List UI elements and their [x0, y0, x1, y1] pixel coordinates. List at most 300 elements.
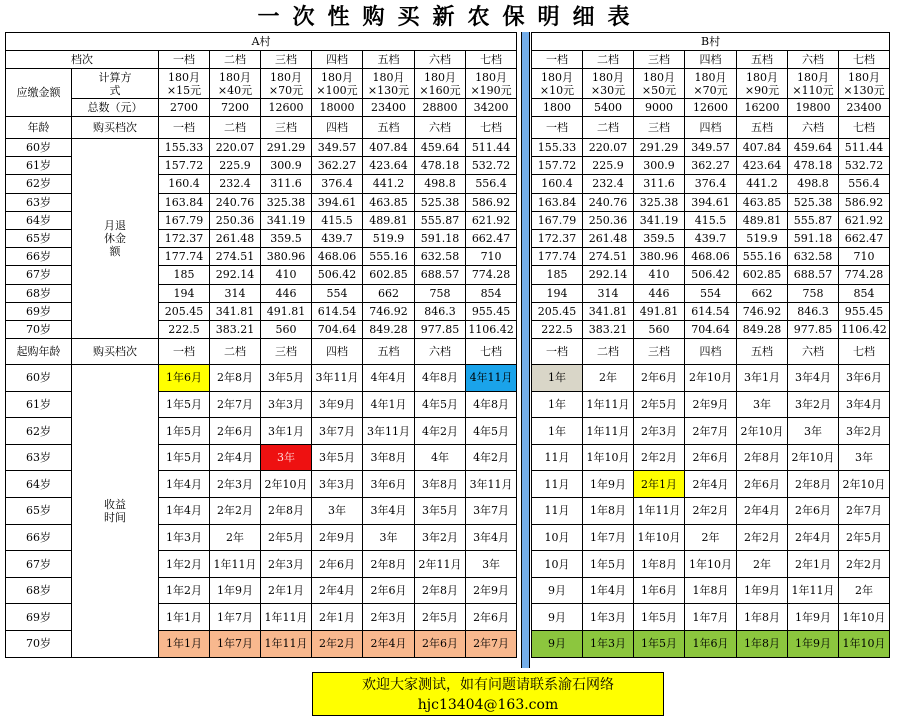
pension-cell: 359.5: [261, 229, 312, 247]
payback-cell: 2年6月: [788, 498, 839, 525]
payback-cell: 3年5月: [261, 365, 312, 392]
payback-cell: 1年10月: [839, 604, 890, 631]
payback-cell: 2年10月: [839, 471, 890, 498]
tier-header: 五档: [737, 51, 788, 69]
payback-cell: 1年7月: [583, 524, 634, 551]
payback-cell: 3年: [466, 551, 517, 578]
pension-cell: 441.2: [363, 175, 415, 193]
pension-cell: 155.33: [532, 139, 583, 157]
tier-header: 一档: [159, 117, 210, 139]
calc-cell: 180月 ×70元: [261, 69, 312, 99]
payback-cell: 1年8月: [583, 498, 634, 525]
pension-cell: 854: [839, 284, 890, 302]
total-cell: 9000: [634, 99, 685, 117]
pension-cell: 662: [363, 284, 415, 302]
age-cell: 68岁: [6, 284, 72, 302]
tier-header: 七档: [466, 117, 517, 139]
pension-cell: 710: [839, 248, 890, 266]
age-cell: 64岁: [6, 471, 72, 498]
age-cell: 67岁: [6, 551, 72, 578]
payback-cell: 3年6月: [839, 365, 890, 392]
payback-cell: 4年: [415, 444, 466, 471]
pension-cell: 1106.42: [839, 320, 890, 338]
age-cell: 69岁: [6, 604, 72, 631]
pension-cell: 232.4: [210, 175, 261, 193]
pension-cell: 441.2: [737, 175, 788, 193]
pension-cell: 172.37: [159, 229, 210, 247]
payback-cell-highlighted: 2年1月: [634, 471, 685, 498]
pension-cell: 349.57: [312, 139, 363, 157]
pension-cell: 300.9: [261, 157, 312, 175]
pension-cell: 511.44: [839, 139, 890, 157]
payback-cell: 2年6月: [685, 444, 737, 471]
payback-cell-highlighted: 4年11月: [466, 365, 517, 392]
tier-header: 五档: [363, 51, 415, 69]
village-name: A村: [6, 33, 517, 51]
pension-cell: 423.64: [737, 157, 788, 175]
payback-cell: 1年3月: [159, 524, 210, 551]
tier-header: 二档: [583, 51, 634, 69]
calc-cell: 180月 ×190元: [466, 69, 517, 99]
pension-cell: 977.85: [788, 320, 839, 338]
pension-cell: 225.9: [210, 157, 261, 175]
total-cell: 1800: [532, 99, 583, 117]
pension-cell: 167.79: [159, 211, 210, 229]
payback-cell: 4年8月: [466, 391, 517, 418]
payback-cell: 1年8月: [685, 577, 737, 604]
pension-cell: 710: [466, 248, 517, 266]
payback-cell: 3年5月: [312, 444, 363, 471]
payback-cell: 1年7月: [210, 604, 261, 631]
payback-cell: 2年6月: [466, 604, 517, 631]
pension-cell: 380.96: [261, 248, 312, 266]
payback-cell: 1年10月: [634, 524, 685, 551]
payback-cell: 4年5月: [415, 391, 466, 418]
tier-header: 二档: [210, 339, 261, 365]
pension-cell: 383.21: [583, 320, 634, 338]
age-cell: 61岁: [6, 391, 72, 418]
payback-cell: 1年5月: [634, 604, 685, 631]
pension-cell: 688.57: [788, 266, 839, 284]
pension-cell: 341.81: [583, 302, 634, 320]
pension-cell: 688.57: [415, 266, 466, 284]
payback-cell: 1年8月: [634, 551, 685, 578]
payback-cell: 2年8月: [210, 365, 261, 392]
age-cell: 70岁: [6, 320, 72, 338]
payback-cell: 1年4月: [159, 498, 210, 525]
payback-cell: 9月: [532, 604, 583, 631]
payback-cell: 9月: [532, 631, 583, 658]
payback-cell: 1年4月: [159, 471, 210, 498]
pension-cell: 225.9: [583, 157, 634, 175]
pension-cell: 394.61: [312, 193, 363, 211]
pension-cell: 157.72: [159, 157, 210, 175]
payback-cell: 2年2月: [737, 524, 788, 551]
payback-cell: 3年2月: [415, 524, 466, 551]
tier-header: 三档: [261, 51, 312, 69]
tier-header: 三档: [634, 339, 685, 365]
tier-header: 六档: [415, 51, 466, 69]
tier-header: 七档: [466, 339, 517, 365]
pension-cell: 167.79: [532, 211, 583, 229]
tier-header: 四档: [312, 51, 363, 69]
payback-cell: 1年5月: [159, 391, 210, 418]
pension-cell: 955.45: [839, 302, 890, 320]
total-cell: 16200: [737, 99, 788, 117]
payback-cell: 2年8月: [261, 498, 312, 525]
payback-cell: 3年: [363, 524, 415, 551]
pension-cell: 746.92: [363, 302, 415, 320]
pension-cell: 157.72: [532, 157, 583, 175]
payback-cell: 3年8月: [363, 444, 415, 471]
pension-cell: 362.27: [685, 157, 737, 175]
payback-cell: 3年11月: [466, 471, 517, 498]
payback-cell: 2年6月: [737, 471, 788, 498]
pension-cell: 491.81: [634, 302, 685, 320]
pension-cell: 407.84: [363, 139, 415, 157]
payback-cell-highlighted: 3年: [261, 444, 312, 471]
payable-amount-label: 应缴金额: [6, 69, 72, 117]
payback-cell: 2年: [685, 524, 737, 551]
pension-cell: 525.38: [415, 193, 466, 211]
pension-cell: 292.14: [210, 266, 261, 284]
payback-cell: 1年5月: [159, 444, 210, 471]
pension-cell: 172.37: [532, 229, 583, 247]
payback-cell: 2年5月: [415, 604, 466, 631]
payback-cell: 4年4月: [363, 365, 415, 392]
pension-cell: 955.45: [466, 302, 517, 320]
tier-header: 四档: [685, 339, 737, 365]
payback-time-label: 收益时间: [72, 365, 159, 658]
payback-cell: 2年9月: [466, 577, 517, 604]
pension-cell: 314: [210, 284, 261, 302]
payback-cell: 2年: [737, 551, 788, 578]
payback-cell: 1年9月: [788, 604, 839, 631]
payback-cell: 2年7月: [685, 418, 737, 445]
pension-cell: 261.48: [583, 229, 634, 247]
payback-cell: 2年2月: [312, 631, 363, 658]
pension-cell: 498.8: [415, 175, 466, 193]
pension-cell: 532.72: [466, 157, 517, 175]
pension-cell: 311.6: [261, 175, 312, 193]
pension-cell: 849.28: [737, 320, 788, 338]
pension-cell: 177.74: [159, 248, 210, 266]
payback-cell: 2年: [583, 365, 634, 392]
pension-cell: 846.3: [788, 302, 839, 320]
payback-cell: 2年6月: [634, 365, 685, 392]
pension-cell: 423.64: [363, 157, 415, 175]
pension-cell: 250.36: [210, 211, 261, 229]
pension-cell: 446: [261, 284, 312, 302]
payback-cell: 3年2月: [788, 391, 839, 418]
age-cell: 70岁: [6, 631, 72, 658]
payback-cell: 2年1月: [261, 577, 312, 604]
pension-cell: 621.92: [839, 211, 890, 229]
payback-cell: 11月: [532, 444, 583, 471]
payback-cell: 2年1月: [788, 551, 839, 578]
age-cell: 69岁: [6, 302, 72, 320]
footer-line-1: 欢迎大家测试，如有问题请联系渝石网络: [362, 677, 614, 693]
tier-header: 一档: [532, 339, 583, 365]
payback-cell: 2年6月: [210, 418, 261, 445]
purchase-tier-label: 购买档次: [72, 339, 159, 365]
tier-header: 一档: [159, 51, 210, 69]
payback-cell: 2年8月: [737, 444, 788, 471]
age-cell: 60岁: [6, 365, 72, 392]
payback-cell: 2年5月: [839, 524, 890, 551]
pension-cell: 459.64: [415, 139, 466, 157]
payback-cell: 2年4月: [788, 524, 839, 551]
pension-cell: 311.6: [634, 175, 685, 193]
payback-cell: 4年2月: [466, 444, 517, 471]
payback-cell: 4年8月: [415, 365, 466, 392]
pension-cell: 632.58: [415, 248, 466, 266]
tier-header: 四档: [312, 117, 363, 139]
payback-cell: 1年5月: [159, 418, 210, 445]
pension-cell: 194: [532, 284, 583, 302]
pension-cell: 362.27: [312, 157, 363, 175]
payback-cell: 2年5月: [261, 524, 312, 551]
tier-header: 七档: [466, 51, 517, 69]
pension-cell: 205.45: [159, 302, 210, 320]
payback-cell: 2年9月: [685, 391, 737, 418]
payback-cell: 2年4月: [210, 444, 261, 471]
calc-method-label: 计算方式: [72, 69, 159, 99]
pension-cell: 662.47: [839, 229, 890, 247]
payback-cell: 3年4月: [839, 391, 890, 418]
pension-cell: 602.85: [737, 266, 788, 284]
pension-cell: 349.57: [685, 139, 737, 157]
payback-cell: 1年10月: [685, 551, 737, 578]
tier-header: 三档: [261, 339, 312, 365]
pension-cell: 314: [583, 284, 634, 302]
pension-cell: 291.29: [634, 139, 685, 157]
pension-cell: 555.16: [363, 248, 415, 266]
pension-cell: 491.81: [261, 302, 312, 320]
payback-cell: 1年7月: [210, 631, 261, 658]
pension-cell: 359.5: [634, 229, 685, 247]
payback-cell: 1年11月: [261, 631, 312, 658]
pension-cell: 489.81: [363, 211, 415, 229]
pension-cell: 468.06: [312, 248, 363, 266]
tier-header: 一档: [532, 117, 583, 139]
payback-cell: 2年10月: [261, 471, 312, 498]
payback-cell: 3年: [788, 418, 839, 445]
age-cell: 60岁: [6, 139, 72, 157]
tier-header: 七档: [839, 339, 890, 365]
payback-cell: 2年: [210, 524, 261, 551]
payback-cell: 3年8月: [415, 471, 466, 498]
tier-header: 二档: [583, 117, 634, 139]
payback-cell: 3年4月: [466, 524, 517, 551]
payback-cell: 3年9月: [312, 391, 363, 418]
pension-cell: 556.4: [466, 175, 517, 193]
pension-cell: 846.3: [415, 302, 466, 320]
payback-cell: 2年2月: [839, 551, 890, 578]
pension-cell: 415.5: [685, 211, 737, 229]
payback-cell: 1年11月: [583, 391, 634, 418]
payback-cell: 1年11月: [210, 551, 261, 578]
payback-cell: 3年1月: [737, 365, 788, 392]
pension-cell: 410: [261, 266, 312, 284]
age-cell: 66岁: [6, 524, 72, 551]
village-name: B村: [532, 33, 890, 51]
pension-cell: 498.8: [788, 175, 839, 193]
pension-cell: 250.36: [583, 211, 634, 229]
payback-cell: 1年6月: [685, 631, 737, 658]
pension-cell: 478.18: [415, 157, 466, 175]
pension-cell: 758: [415, 284, 466, 302]
pension-cell: 240.76: [583, 193, 634, 211]
age-cell: 63岁: [6, 193, 72, 211]
pension-cell: 439.7: [312, 229, 363, 247]
payback-cell: 3年7月: [466, 498, 517, 525]
pension-cell: 155.33: [159, 139, 210, 157]
payback-cell: 1年: [532, 418, 583, 445]
pension-cell: 662: [737, 284, 788, 302]
pension-cell: 554: [312, 284, 363, 302]
payback-cell: 1年11月: [634, 498, 685, 525]
payback-cell: 1年1月: [159, 604, 210, 631]
pension-cell: 632.58: [788, 248, 839, 266]
pension-cell: 394.61: [685, 193, 737, 211]
pension-cell: 185: [159, 266, 210, 284]
pension-cell: 977.85: [415, 320, 466, 338]
payback-cell: 2年4月: [685, 471, 737, 498]
payback-cell: 2年11月: [415, 551, 466, 578]
payback-cell: 1年10月: [839, 631, 890, 658]
payback-cell: 1年9月: [788, 631, 839, 658]
payback-cell: 1年9月: [737, 577, 788, 604]
pension-cell: 222.5: [159, 320, 210, 338]
calc-cell: 180月 ×70元: [685, 69, 737, 99]
calc-cell: 180月 ×10元: [532, 69, 583, 99]
payback-cell: 3年7月: [312, 418, 363, 445]
pension-cell: 614.54: [312, 302, 363, 320]
pension-cell: 292.14: [583, 266, 634, 284]
calc-cell: 180月 ×50元: [634, 69, 685, 99]
pension-cell: 205.45: [532, 302, 583, 320]
pension-cell: 220.07: [583, 139, 634, 157]
pension-cell: 160.4: [159, 175, 210, 193]
pension-cell: 274.51: [210, 248, 261, 266]
total-cell: 34200: [466, 99, 517, 117]
payback-cell: 2年6月: [363, 577, 415, 604]
pension-cell: 407.84: [737, 139, 788, 157]
payback-cell: 2年7月: [210, 391, 261, 418]
payback-cell: 2年8月: [363, 551, 415, 578]
pension-cell: 232.4: [583, 175, 634, 193]
payback-cell: 2年4月: [363, 631, 415, 658]
pension-cell: 621.92: [466, 211, 517, 229]
age-cell: 63岁: [6, 444, 72, 471]
pension-cell: 325.38: [634, 193, 685, 211]
pension-cell: 240.76: [210, 193, 261, 211]
payback-cell: 1年11月: [788, 577, 839, 604]
payback-cell: 11月: [532, 498, 583, 525]
page-title: 一次性购买新农保明细表: [257, 4, 643, 30]
calc-cell: 180月 ×90元: [737, 69, 788, 99]
calc-cell: 180月 ×15元: [159, 69, 210, 99]
payback-cell: 1年2月: [159, 577, 210, 604]
pension-cell: 415.5: [312, 211, 363, 229]
payback-cell: 1年9月: [583, 471, 634, 498]
payback-cell: 3年6月: [363, 471, 415, 498]
payback-cell: 4年5月: [466, 418, 517, 445]
tier-header: 三档: [261, 117, 312, 139]
total-cell: 12600: [261, 99, 312, 117]
tier-label: 档次: [6, 51, 159, 69]
payback-cell: 10月: [532, 524, 583, 551]
pension-cell: 704.64: [312, 320, 363, 338]
pension-cell: 341.19: [634, 211, 685, 229]
payback-cell: 2年1月: [312, 604, 363, 631]
pension-cell: 291.29: [261, 139, 312, 157]
age-cell: 67岁: [6, 266, 72, 284]
payback-cell: 2年3月: [210, 471, 261, 498]
pension-cell: 185: [532, 266, 583, 284]
tier-header: 六档: [788, 117, 839, 139]
payback-cell: 3年3月: [312, 471, 363, 498]
village-a-table: [5, 32, 517, 658]
age-cell: 65岁: [6, 229, 72, 247]
age-cell: 65岁: [6, 498, 72, 525]
footer-line-2: hjc13404@163.com: [417, 697, 559, 713]
pension-cell: 463.85: [737, 193, 788, 211]
payback-cell: 1年3月: [583, 631, 634, 658]
payback-cell-highlighted: 1年: [532, 365, 583, 392]
pension-cell: 220.07: [210, 139, 261, 157]
age-cell: 62岁: [6, 418, 72, 445]
payback-cell: 3年: [737, 391, 788, 418]
total-cell: 23400: [363, 99, 415, 117]
tier-header: 四档: [312, 339, 363, 365]
tier-header: 六档: [415, 117, 466, 139]
pension-cell: 511.44: [466, 139, 517, 157]
tier-header: 三档: [634, 117, 685, 139]
monthly-pension-label: 月退休金额: [72, 139, 159, 339]
payback-cell: 2年3月: [634, 418, 685, 445]
payback-cell: 4年1月: [363, 391, 415, 418]
total-cell: 28800: [415, 99, 466, 117]
total-cell: 12600: [685, 99, 737, 117]
payback-cell: 1年: [532, 391, 583, 418]
pension-cell: 160.4: [532, 175, 583, 193]
calc-cell: 180月 ×110元: [788, 69, 839, 99]
pension-cell: 555.87: [415, 211, 466, 229]
total-cell: 19800: [788, 99, 839, 117]
payback-cell: 1年7月: [685, 604, 737, 631]
payback-cell: 2年3月: [261, 551, 312, 578]
pension-cell: 614.54: [685, 302, 737, 320]
tier-header: 四档: [685, 117, 737, 139]
pension-cell: 662.47: [466, 229, 517, 247]
pension-cell: 506.42: [312, 266, 363, 284]
payback-cell: 4年2月: [415, 418, 466, 445]
payback-cell: 3年5月: [415, 498, 466, 525]
tier-header: 五档: [737, 339, 788, 365]
tier-header: 七档: [839, 117, 890, 139]
pension-cell: 410: [634, 266, 685, 284]
payback-cell-highlighted: 1年6月: [159, 365, 210, 392]
tier-header: 一档: [532, 51, 583, 69]
tier-header: 五档: [363, 339, 415, 365]
village-b-table: [531, 32, 890, 658]
calc-cell: 180月 ×40元: [210, 69, 261, 99]
pension-cell: 555.87: [788, 211, 839, 229]
pension-cell: 506.42: [685, 266, 737, 284]
pension-cell: 163.84: [532, 193, 583, 211]
